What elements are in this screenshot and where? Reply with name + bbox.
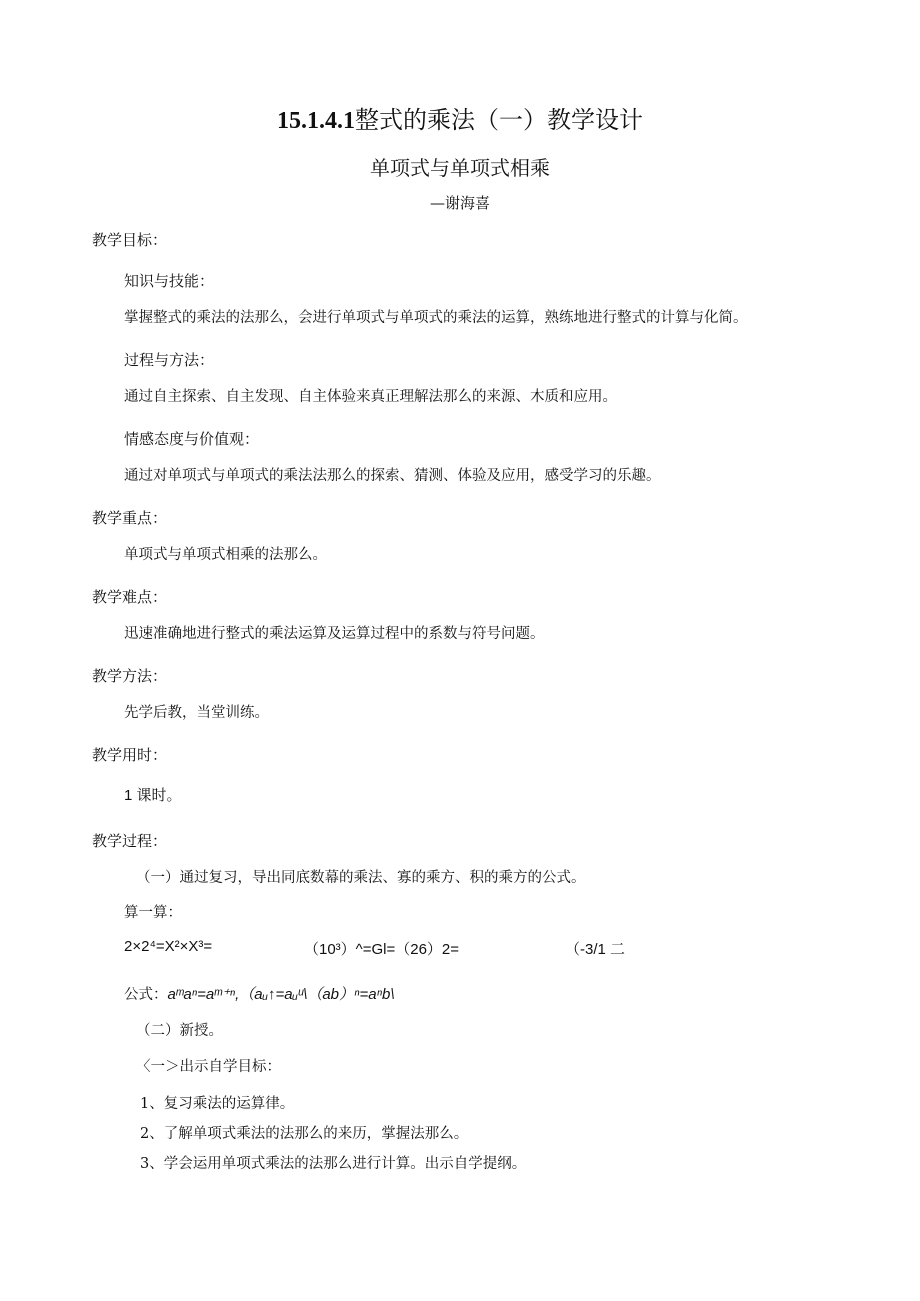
title-text: 整式的乘法（一）教学设计 (355, 106, 643, 134)
goal-item-3: 3、学会运用单项式乘法的法那么进行计算。出示自学提纲。 (140, 1156, 527, 1172)
paragraph-emotion: 通过对单项式与单项式的乘法法那么的探索、猜测、体验及应用，感受学习的乐趣。 (124, 468, 661, 484)
paragraph-knowledge: 掌握整式的乘法的法那么，会进行单项式与单项式的乘法的运算，熟练地进行整式的计算与化简。 (124, 310, 748, 326)
subheading-process: 过程与方法： (124, 351, 215, 369)
paragraph-review: （一）通过复习，导出同底数幕的乘法、寡的乘方、积的乘方的公式。 (136, 870, 586, 886)
title-number: 15.1.4.1 (277, 108, 355, 134)
paragraph-key-points: 单项式与单项式相乘的法那么。 (124, 547, 327, 563)
paragraph-method: 先学后教，当堂训练。 (124, 705, 269, 721)
subheading-knowledge: 知识与技能： (124, 272, 215, 290)
subtitle: 单项式与单项式相乘 (370, 156, 550, 180)
heading-key-points: 教学重点： (92, 509, 168, 527)
paragraph-calc: 算一算： (124, 905, 182, 921)
heading-time: 教学用时： (92, 746, 168, 764)
heading-difficulty: 教学难点： (92, 588, 168, 606)
expression-3: （-3/1 二 (565, 941, 626, 958)
goal-item-1: 1、复习乘法的运算律。 (140, 1096, 295, 1112)
author: —谢海喜 (429, 194, 490, 212)
paragraph-new-lesson: （二）新授。 (136, 1023, 223, 1039)
heading-objectives: 教学目标： (92, 231, 168, 249)
paragraph-difficulty: 迅速准确地进行整式的乘法运算及运算过程中的系数与符号问题。 (124, 626, 545, 642)
expression-2: （10³）^=Gl=（26）2= (304, 941, 460, 958)
formula-text: aᵐaⁿ=aᵐ⁺ⁿ,（aᵤ↑=aᵤᵘ\（ab）ⁿ=aⁿb\ (167, 986, 395, 1003)
heading-teaching-process: 教学过程： (92, 832, 168, 850)
document-title (0, 100, 920, 135)
paragraph-time: 1 课时。 (124, 787, 182, 804)
subheading-emotion: 情感态度与价值观： (124, 430, 260, 448)
paragraph-show-goals: 〈一＞出示自学目标： (136, 1059, 281, 1075)
formula-label: 公式： (124, 987, 168, 1003)
expression-1: 2×2⁴=X²×X³= (124, 938, 213, 955)
formula-line (124, 983, 395, 1004)
paragraph-process: 通过自主探索、自主发现、自主体验来真正理解法那么的来源、木质和应用。 (124, 389, 617, 405)
heading-method: 教学方法： (92, 667, 168, 685)
goal-item-2: 2、了解单项式乘法的法那么的来历，掌握法那么。 (140, 1126, 469, 1142)
